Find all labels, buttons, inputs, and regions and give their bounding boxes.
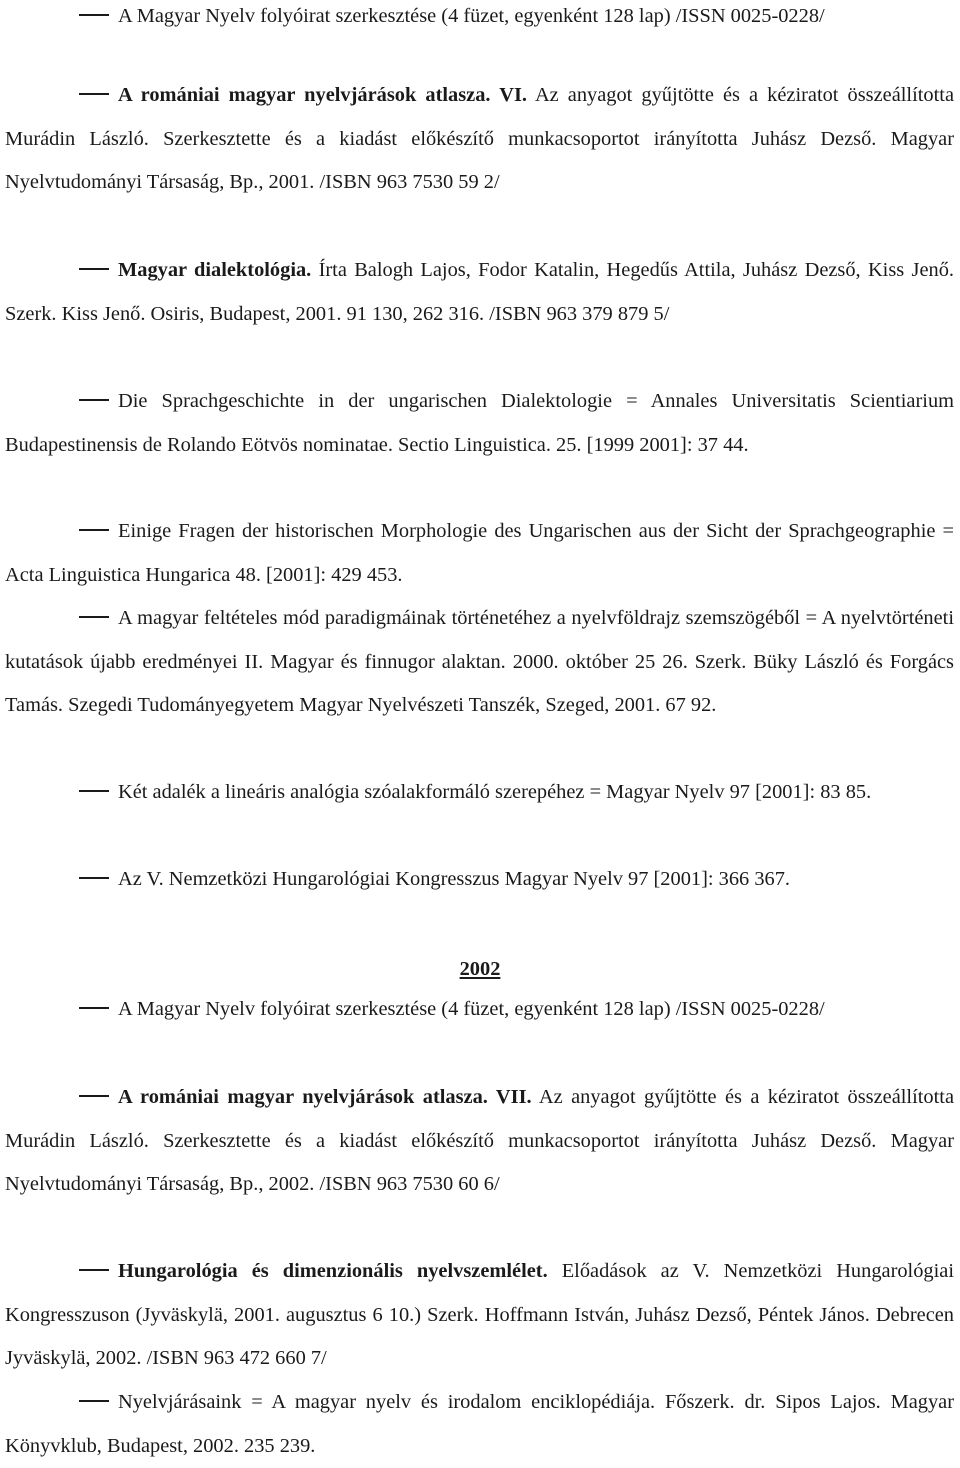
entry-title: Magyar dialektológia. xyxy=(118,259,312,281)
bibliography-entry xyxy=(5,858,954,902)
em-dash xyxy=(79,1007,109,1009)
entry-text: Az anyagot gyűjtötte és a kéziratot összeállította Murádin László. Szerkesztette és a kiadást előkészítő munkacsoportot irányította Juhász Dezső. Magyar Nyelvtudományi Társaság, Bp., 2001. /ISBN 963 7530 59 2/ xyxy=(5,84,954,194)
entry-text: Die Sprachgeschichte in der ungarischen Dialektologie = Annales Universitatis Scientiarium Budapestinensis de Rolando Eötvös nominatae. Sectio Linguistica. 25. [1999 2001]: 37 44. xyxy=(5,390,954,456)
em-dash xyxy=(79,93,109,95)
entry-text: A Magyar Nyelv folyóirat szerkesztése (4 füzet, egyenként 128 lap) /ISSN 0025-0228/ xyxy=(118,998,825,1020)
entry-text: A magyar feltételes mód paradigmáinak történetéhez a nyelvföldrajz szemszögéből = A nyelvtörténeti kutatások újabb eredményei II. Magyar és finnugor alaktan. 2000. október 25 26. Szerk. Büky László és Forgács Tamás. Szegedi Tudományegyetem Magyar Nyelvészeti Tanszék, Szeged, 2001. 67 92. xyxy=(5,607,954,717)
entry-text: Az V. Nemzetközi Hungarológiai Kongresszus Magyar Nyelv 97 [2001]: 366 367. xyxy=(118,868,791,890)
em-dash xyxy=(79,529,109,531)
bibliography-entry xyxy=(5,74,954,205)
bibliography-entry xyxy=(5,510,954,597)
em-dash xyxy=(79,790,109,792)
bibliography-entry xyxy=(5,597,954,728)
bibliography-entry xyxy=(5,0,954,39)
em-dash xyxy=(79,1400,109,1402)
entry-text: Előadások az V. Nemzetközi Hungarológiai Kongresszuson (Jyväskylä, 2001. augusztus 6 10.) Szerk. Hoffmann István, Juhász Dezső, Péntek János. Debrecen Jyväskylä, 2002. /ISBN 963 472 660 7/ xyxy=(5,1260,954,1370)
em-dash xyxy=(79,1095,109,1097)
entry-text: Nyelvjárásaink = A magyar nyelv és irodalom enciklopédiája. Főszerk. dr. Sipos Lajos. Magyar Könyvklub, Budapest, 2002. 235 239. xyxy=(5,1391,954,1457)
bibliography-entry xyxy=(5,380,954,467)
entry-text: Az anyagot gyűjtötte és a kéziratot összeállította Murádin László. Szerkesztette és a kiadást előkészítő munkacsoportot irányította Juhász Dezső. Magyar Nyelvtudományi Társaság, Bp., 2002. /ISBN 963 7530 60 6/ xyxy=(5,1086,954,1196)
entry-title: A romániai magyar nyelvjárások atlasza. VI. xyxy=(118,84,527,106)
em-dash xyxy=(79,616,109,618)
entry-title: Hungarológia és dimenzionális nyelvszemlélet. xyxy=(118,1260,548,1282)
entry-text: Két adalék a lineáris analógia szóalakformáló szerepéhez = Magyar Nyelv 97 [2001]: 83 85. xyxy=(118,781,872,803)
em-dash xyxy=(79,1269,109,1271)
entry-title: A romániai magyar nyelvjárások atlasza. VII. xyxy=(118,1086,532,1108)
entry-text: Írta Balogh Lajos, Fodor Katalin, Hegedűs Attila, Juhász Dezső, Kiss Jenő. Szerk. Kiss Jenő. Osiris, Budapest, 2001. 91 130, 262 316. /ISBN 963 379 879 5/ xyxy=(5,259,954,325)
em-dash xyxy=(79,877,109,879)
bibliography-entry xyxy=(5,988,954,1032)
bibliography-entry xyxy=(5,771,954,815)
bibliography-entry xyxy=(5,1381,954,1468)
bibliography-entry xyxy=(5,249,954,336)
em-dash xyxy=(79,14,109,16)
bibliography-entry xyxy=(5,1250,954,1381)
entry-text: A Magyar Nyelv folyóirat szerkesztése (4 füzet, egyenként 128 lap) /ISSN 0025-0228/ xyxy=(118,5,825,27)
year-heading: 2002 xyxy=(459,958,501,980)
bibliography-entry xyxy=(5,1076,954,1207)
entry-text: Einige Fragen der historischen Morphologie des Ungarischen aus der Sicht der Sprachgeographie = Acta Linguistica Hungarica 48. [2001]: 429 453. xyxy=(5,520,954,586)
em-dash xyxy=(79,268,109,270)
em-dash xyxy=(79,399,109,401)
